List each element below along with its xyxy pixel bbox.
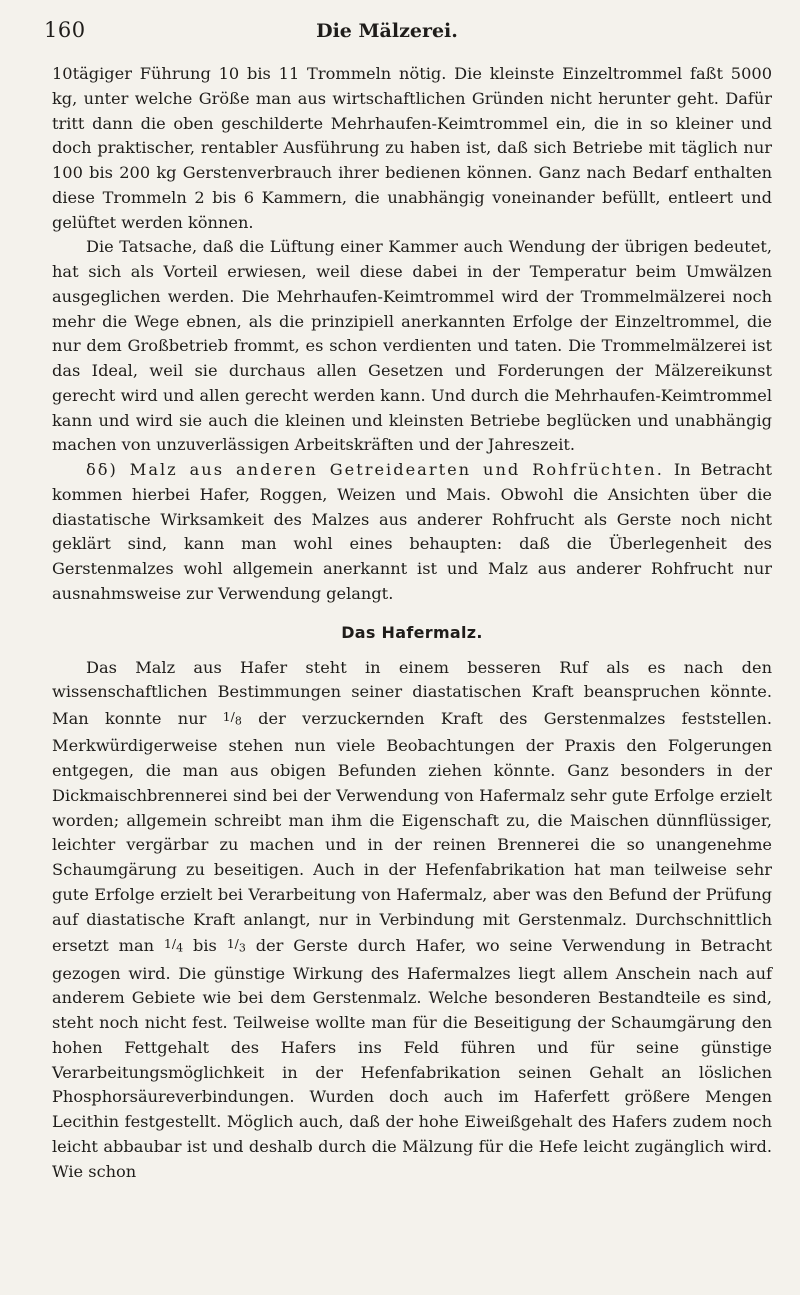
fraction-numerator: 1 bbox=[163, 936, 172, 952]
fraction-one-quarter: $1/_4$ bbox=[163, 936, 184, 955]
page-body bbox=[52, 62, 772, 1184]
running-title: Die Mälzerei. bbox=[316, 20, 458, 42]
fraction-one-eighth: $1/_8$ bbox=[222, 709, 242, 728]
paragraph-lueftung: Die Tatsache, daß die Lüftung einer Kammer auch Wendung der übrigen bedeutet, hat sich als Vorteil erwiesen, weil diese dabei in der Temperatur beim Umwälzen ausgeglichen werden. Die Mehrhaufen-Keimtrommel wird der Trommelmälzerei noch mehr die Wege ebnen, als die prinzipiell anerkannten Erfolge der Einzeltrommel, die nur dem Großbetrieb frommt, es schon verdienten und taten. Die Trommelmälzerei ist das Ideal, weil sie durchaus allen Gesetzen und Forderungen der Mälzereikunst gerecht wird und allen gerecht werden kann. Und durch die Mehrhaufen-Keimtrommel kann und wird sie auch die kleinen und kleinsten Betriebe beglücken und unabhängig machen von unzuverlässigen Arbeitskräften und der Jahreszeit. bbox=[52, 237, 772, 455]
page-header bbox=[44, 18, 730, 52]
fraction-numerator: 1 bbox=[222, 709, 231, 724]
fraction-denominator: 4 bbox=[176, 941, 184, 955]
paragraph-rohfruechte-text: In Betracht kommen hierbei Hafer, Roggen, Weizen und Mais. Obwohl die Ansichten über die diastatische Wirksamkeit des Malzes aus anderer Rohfrucht als Gerste noch nicht geklärt sind, kann man wohl eines behaupten: daß die Überlegenheit des Gerstenmalzes wohl allgemein anerkannt ist und Malz aus anderer Rohfrucht nur ausnahmsweise zur Verwendung gelangt. bbox=[52, 460, 772, 603]
page-number: 160 bbox=[44, 18, 86, 42]
text-segment: der verzuckernden Kraft des Gerstenmalzes feststellen. Merkwürdigerweise stehen nun viele Beobachtungen der Praxis den Folgerungen entgegen, die man aus obigen Befunden ziehen könnte. Ganz besonders in der Dickmaischbrennerei sind bei der Verwendung von Hafermalz sehr gute Erfolge erzielt worden; allgemein schreibt man ihm die Eigenschaft zu, die Maischen dünnflüssiger, leichter vergärbar zu machen und in der reinen Brennerei die so unangenehme Schaumgärung zu beseitigen. Auch in der Hefenfabrikation hat man teilweise sehr gute Erfolge erzielt bei Verarbeitung von Hafermalz, aber was den Befund der Prüfung auf diastatische Kraft anlangt, nur in Verbindung mit Gerstenmalz. Durchschnittlich ersetzt man bbox=[52, 709, 772, 956]
fraction-numerator: 1 bbox=[226, 936, 235, 952]
paragraph-continuation: 10tägiger Führung 10 bis 11 Trommeln nötig. Die kleinste Einzeltrommel faßt 5000 kg, unter welche Größe man aus wirtschaftlichen Gründen nicht herunter geht. Dafür tritt dann die oben geschilderte Mehrhaufen-Keimtrommel ein, die in so kleiner und doch praktischer, rentabler Ausführung zu haben ist, daß sich Betriebe mit täglich nur 100 bis 200 kg Gerstenverbrauch ihrer bedienen können. Ganz nach Bedarf enthalten diese Trommeln 2 bis 6 Kammern, die unabhängig voneinander befüllt, entleert und gelüftet werden können. bbox=[52, 64, 772, 232]
text-segment: bis bbox=[192, 936, 217, 956]
section-heading-hafermalz: Das Hafermalz. bbox=[341, 622, 483, 642]
paragraph-hafermalz bbox=[52, 656, 772, 1185]
paragraph-rohfruechte bbox=[52, 458, 772, 607]
subsection-heading: δδ) Malz aus anderen Getreidearten und Rohfrüchten. bbox=[86, 460, 664, 479]
text-segment: der Gerste durch Hafer, wo seine Verwendung in Betracht gezogen wird. Die günstige Wirkung des Hafermalzes liegt allem Anschein nach auf anderem Gebiete wie bei dem Gerstenmalz. Welche besonderen Bestandteile es sind, steht noch nicht fest. Teilweise wollte man für die Beseitigung der Schaumgärung den hohen Fettgehalt des Hafers ins Feld führen und für seine günstige Verarbeitungsmöglichkeit in der Hefenfabrikation seinen Gehalt an löslichen Phosphorsäureverbindungen. Wurden doch auch im Haferfett größere Mengen Lecithin festgestellt. Möglich auch, daß der hohe Eiweißgehalt des Hafers zudem noch leicht abbaubar ist und deshalb durch die Mälzung für die Hefe leicht zugänglich wird. Wie schon bbox=[52, 936, 772, 1181]
text-segment: Das Malz aus Hafer steht in einem besseren Ruf als es nach den wissenschaftlichen Bestimmungen seiner diastatischen Kraft beanspruchen könnte. Man konnte nur bbox=[52, 657, 772, 729]
fraction-one-third: $1/_3$ bbox=[226, 936, 246, 955]
fraction-denominator: 8 bbox=[234, 714, 242, 728]
fraction-denominator: 3 bbox=[238, 941, 246, 955]
